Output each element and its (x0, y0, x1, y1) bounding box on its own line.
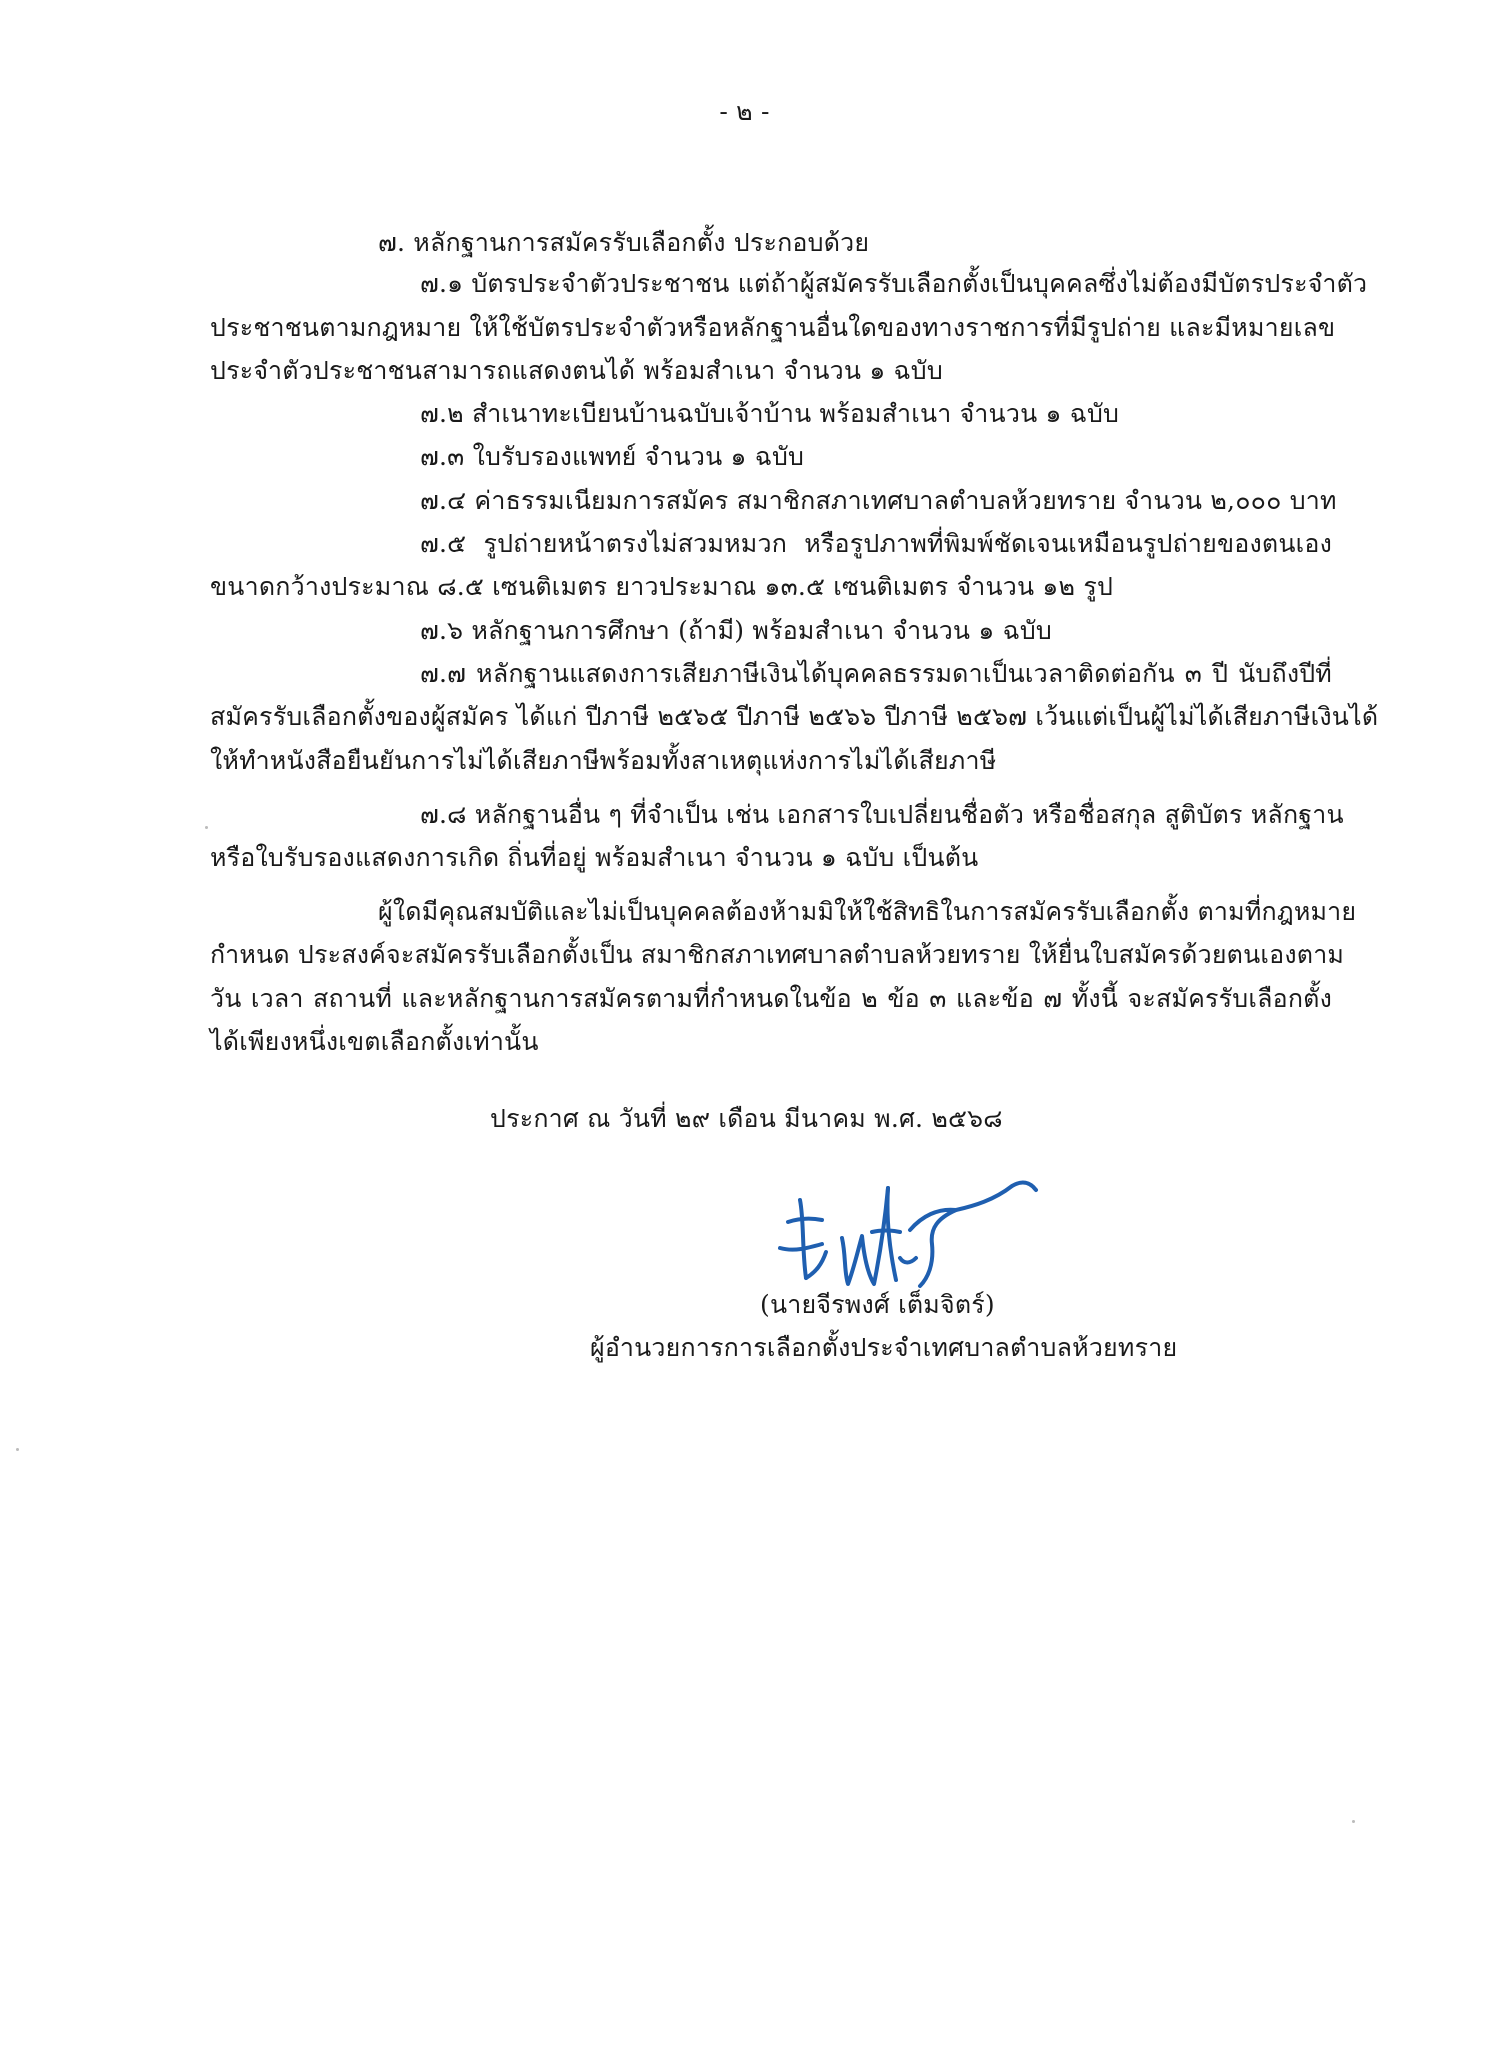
signature-image (760, 1160, 1060, 1300)
closing-line-1: ผู้ใดมีคุณสมบัติและไม่เป็นบุคคลต้องห้ามมิให้ใช้สิทธิในการสมัครรับเลือกตั้ง ตามที่กฎหมาย (378, 897, 1357, 926)
scan-speck (16, 1448, 19, 1451)
item-7-7-line-2: สมัครรับเลือกตั้งของผู้สมัคร ได้แก่ ปีภาษี ๒๕๖๕ ปีภาษี ๒๕๖๖ ปีภาษี ๒๕๖๗ เว้นแต่เป็นผู้ไม่ได้เสียภาษีเงินได้ (210, 702, 1379, 731)
item-7-6: ๗.๖ หลักฐานการศึกษา (ถ้ามี) พร้อมสำเนา จำนวน ๑ ฉบับ (420, 616, 1052, 645)
closing-line-2: กำหนด ประสงค์จะสมัครรับเลือกตั้งเป็น สมาชิกสภาเทศบาลตำบลห้วยทราย ให้ยื่นใบสมัครด้วยตนเองตาม (210, 940, 1345, 969)
item-7-1-line-3: ประจำตัวประชาชนสามารถแสดงตนได้ พร้อมสำเนา จำนวน ๑ ฉบับ (210, 356, 943, 385)
scan-speck (205, 826, 208, 829)
item-7-3: ๗.๓ ใบรับรองแพทย์ จำนวน ๑ ฉบับ (420, 442, 805, 471)
item-7-5-line-2: ขนาดกว้างประมาณ ๘.๕ เซนติเมตร ยาวประมาณ ๑๓.๕ เซนติเมตร จำนวน ๑๒ รูป (210, 572, 1114, 601)
item-7-1-line-2: ประชาชนตามกฎหมาย ให้ใช้บัตรประจำตัวหรือหลักฐานอื่นใดของทางราชการที่มีรูปถ่าย และมีหมายเลข (210, 313, 1336, 342)
item-7-7-line-1: ๗.๗ หลักฐานแสดงการเสียภาษีเงินได้บุคคลธรรมดาเป็นเวลาติดต่อกัน ๓ ปี นับถึงปีที่ (420, 659, 1332, 688)
signer-title: ผู้อำนวยการการเลือกตั้งประจำเทศบาลตำบลห้วยทราย (590, 1333, 1178, 1362)
item-7-5-line-1: ๗.๕ รูปถ่ายหน้าตรงไม่สวมหมวก หรือรูปภาพที่พิมพ์ชัดเจนเหมือนรูปถ่ายของตนเอง (420, 529, 1332, 558)
signer-name: (นายจีรพงศ์ เต็มจิตร์) (760, 1290, 995, 1319)
item-7-7-line-3: ให้ทำหนังสือยืนยันการไม่ได้เสียภาษีพร้อมทั้งสาเหตุแห่งการไม่ได้เสียภาษี (210, 746, 997, 775)
item-7-8-line-2: หรือใบรับรองแสดงการเกิด ถิ่นที่อยู่ พร้อมสำเนา จำนวน ๑ ฉบับ เป็นต้น (210, 843, 979, 872)
item-7-8-line-1: ๗.๘ หลักฐานอื่น ๆ ที่จำเป็น เช่น เอกสารใบเปลี่ยนชื่อตัว หรือชื่อสกุล สูติบัตร หลักฐาน (420, 800, 1344, 829)
closing-line-3: วัน เวลา สถานที่ และหลักฐานการสมัครตามที่กำหนดในข้อ ๒ ข้อ ๓ และข้อ ๗ ทั้งนี้ จะสมัครรับเลือกตั้ง (210, 984, 1332, 1013)
closing-line-4: ได้เพียงหนึ่งเขตเลือกตั้งเท่านั้น (210, 1027, 539, 1056)
page-number: - ๒ - (719, 97, 770, 126)
scan-speck (1352, 1820, 1355, 1823)
item-7-4: ๗.๔ ค่าธรรมเนียมการสมัคร สมาชิกสภาเทศบาลตำบลห้วยทราย จำนวน ๒,๐๐๐ บาท (420, 486, 1337, 515)
item-7-2: ๗.๒ สำเนาทะเบียนบ้านฉบับเจ้าบ้าน พร้อมสำเนา จำนวน ๑ ฉบับ (420, 399, 1120, 428)
section-7-heading: ๗. หลักฐานการสมัครรับเลือกตั้ง ประกอบด้วย (378, 228, 870, 257)
announcement-date: ประกาศ ณ วันที่ ๒๙ เดือน มีนาคม พ.ศ. ๒๕๖๘ (490, 1104, 1003, 1133)
item-7-1-line-1: ๗.๑ บัตรประจำตัวประชาชน แต่ถ้าผู้สมัครรับเลือกตั้งเป็นบุคคลซึ่งไม่ต้องมีบัตรประจำตัว (420, 269, 1368, 298)
